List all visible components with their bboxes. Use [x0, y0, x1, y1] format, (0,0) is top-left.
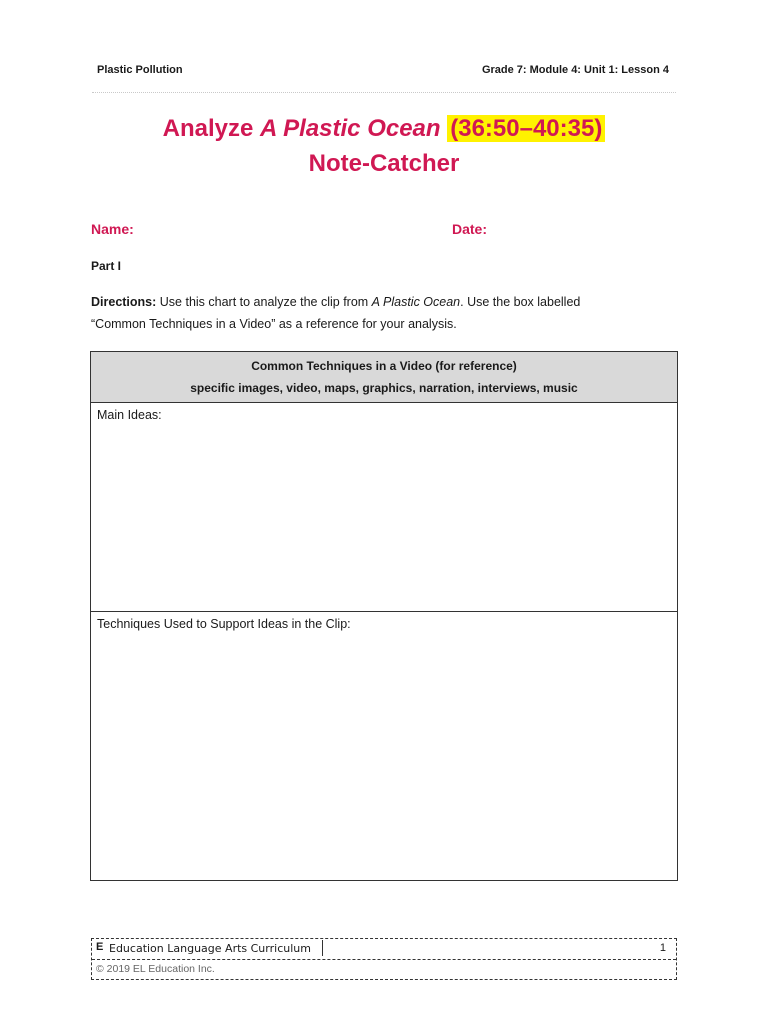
footer-separator: [322, 940, 323, 956]
main-ideas-cell[interactable]: [91, 403, 677, 612]
directions-text-1: Use this chart to analyze the clip from: [156, 295, 372, 309]
directions-text-3: “Common Techniques in a Video” as a reference for your analysis.: [91, 317, 457, 331]
title-prefix: Analyze: [162, 115, 261, 142]
directions-label: Directions:: [91, 295, 157, 309]
title-italic: A Plastic Ocean: [260, 115, 441, 142]
title-timestamp-highlight: (36:50–40:35): [447, 115, 605, 142]
document-subtitle: Note-Catcher: [308, 150, 460, 177]
chart-header-title: Common Techniques in a Video (for reference): [251, 359, 517, 373]
header-lesson-info: Grade 7: Module 4: Unit 1: Lesson 4: [481, 64, 669, 76]
footer-box: [91, 938, 677, 980]
techniques-label: Techniques Used to Support Ideas in the Clip:: [97, 617, 351, 631]
document-title: [0, 112, 768, 146]
footer-curriculum-text: Education Language Arts Curriculum: [109, 942, 311, 955]
main-ideas-label: Main Ideas:: [97, 408, 162, 422]
techniques-cell[interactable]: [91, 612, 677, 880]
footer-copyright: © 2019 EL Education Inc.: [96, 963, 215, 975]
note-catcher-chart: [90, 351, 678, 881]
el-logo: E: [96, 941, 104, 953]
date-field-label: Date:: [452, 221, 488, 237]
footer-divider: [92, 959, 676, 960]
directions-text-2: . Use the box labelled: [460, 295, 581, 309]
part-heading: Part I: [91, 259, 122, 273]
directions-paragraph: [91, 291, 681, 335]
header-divider: [92, 92, 676, 93]
chart-header: [91, 352, 677, 403]
header-course-title: Plastic Pollution: [97, 64, 183, 76]
name-field-label: Name:: [91, 221, 134, 237]
directions-italic: A Plastic Ocean: [371, 295, 461, 309]
footer-page-number: 1: [659, 942, 666, 954]
chart-header-subtitle: specific images, video, maps, graphics, narration, interviews, music: [190, 381, 578, 395]
